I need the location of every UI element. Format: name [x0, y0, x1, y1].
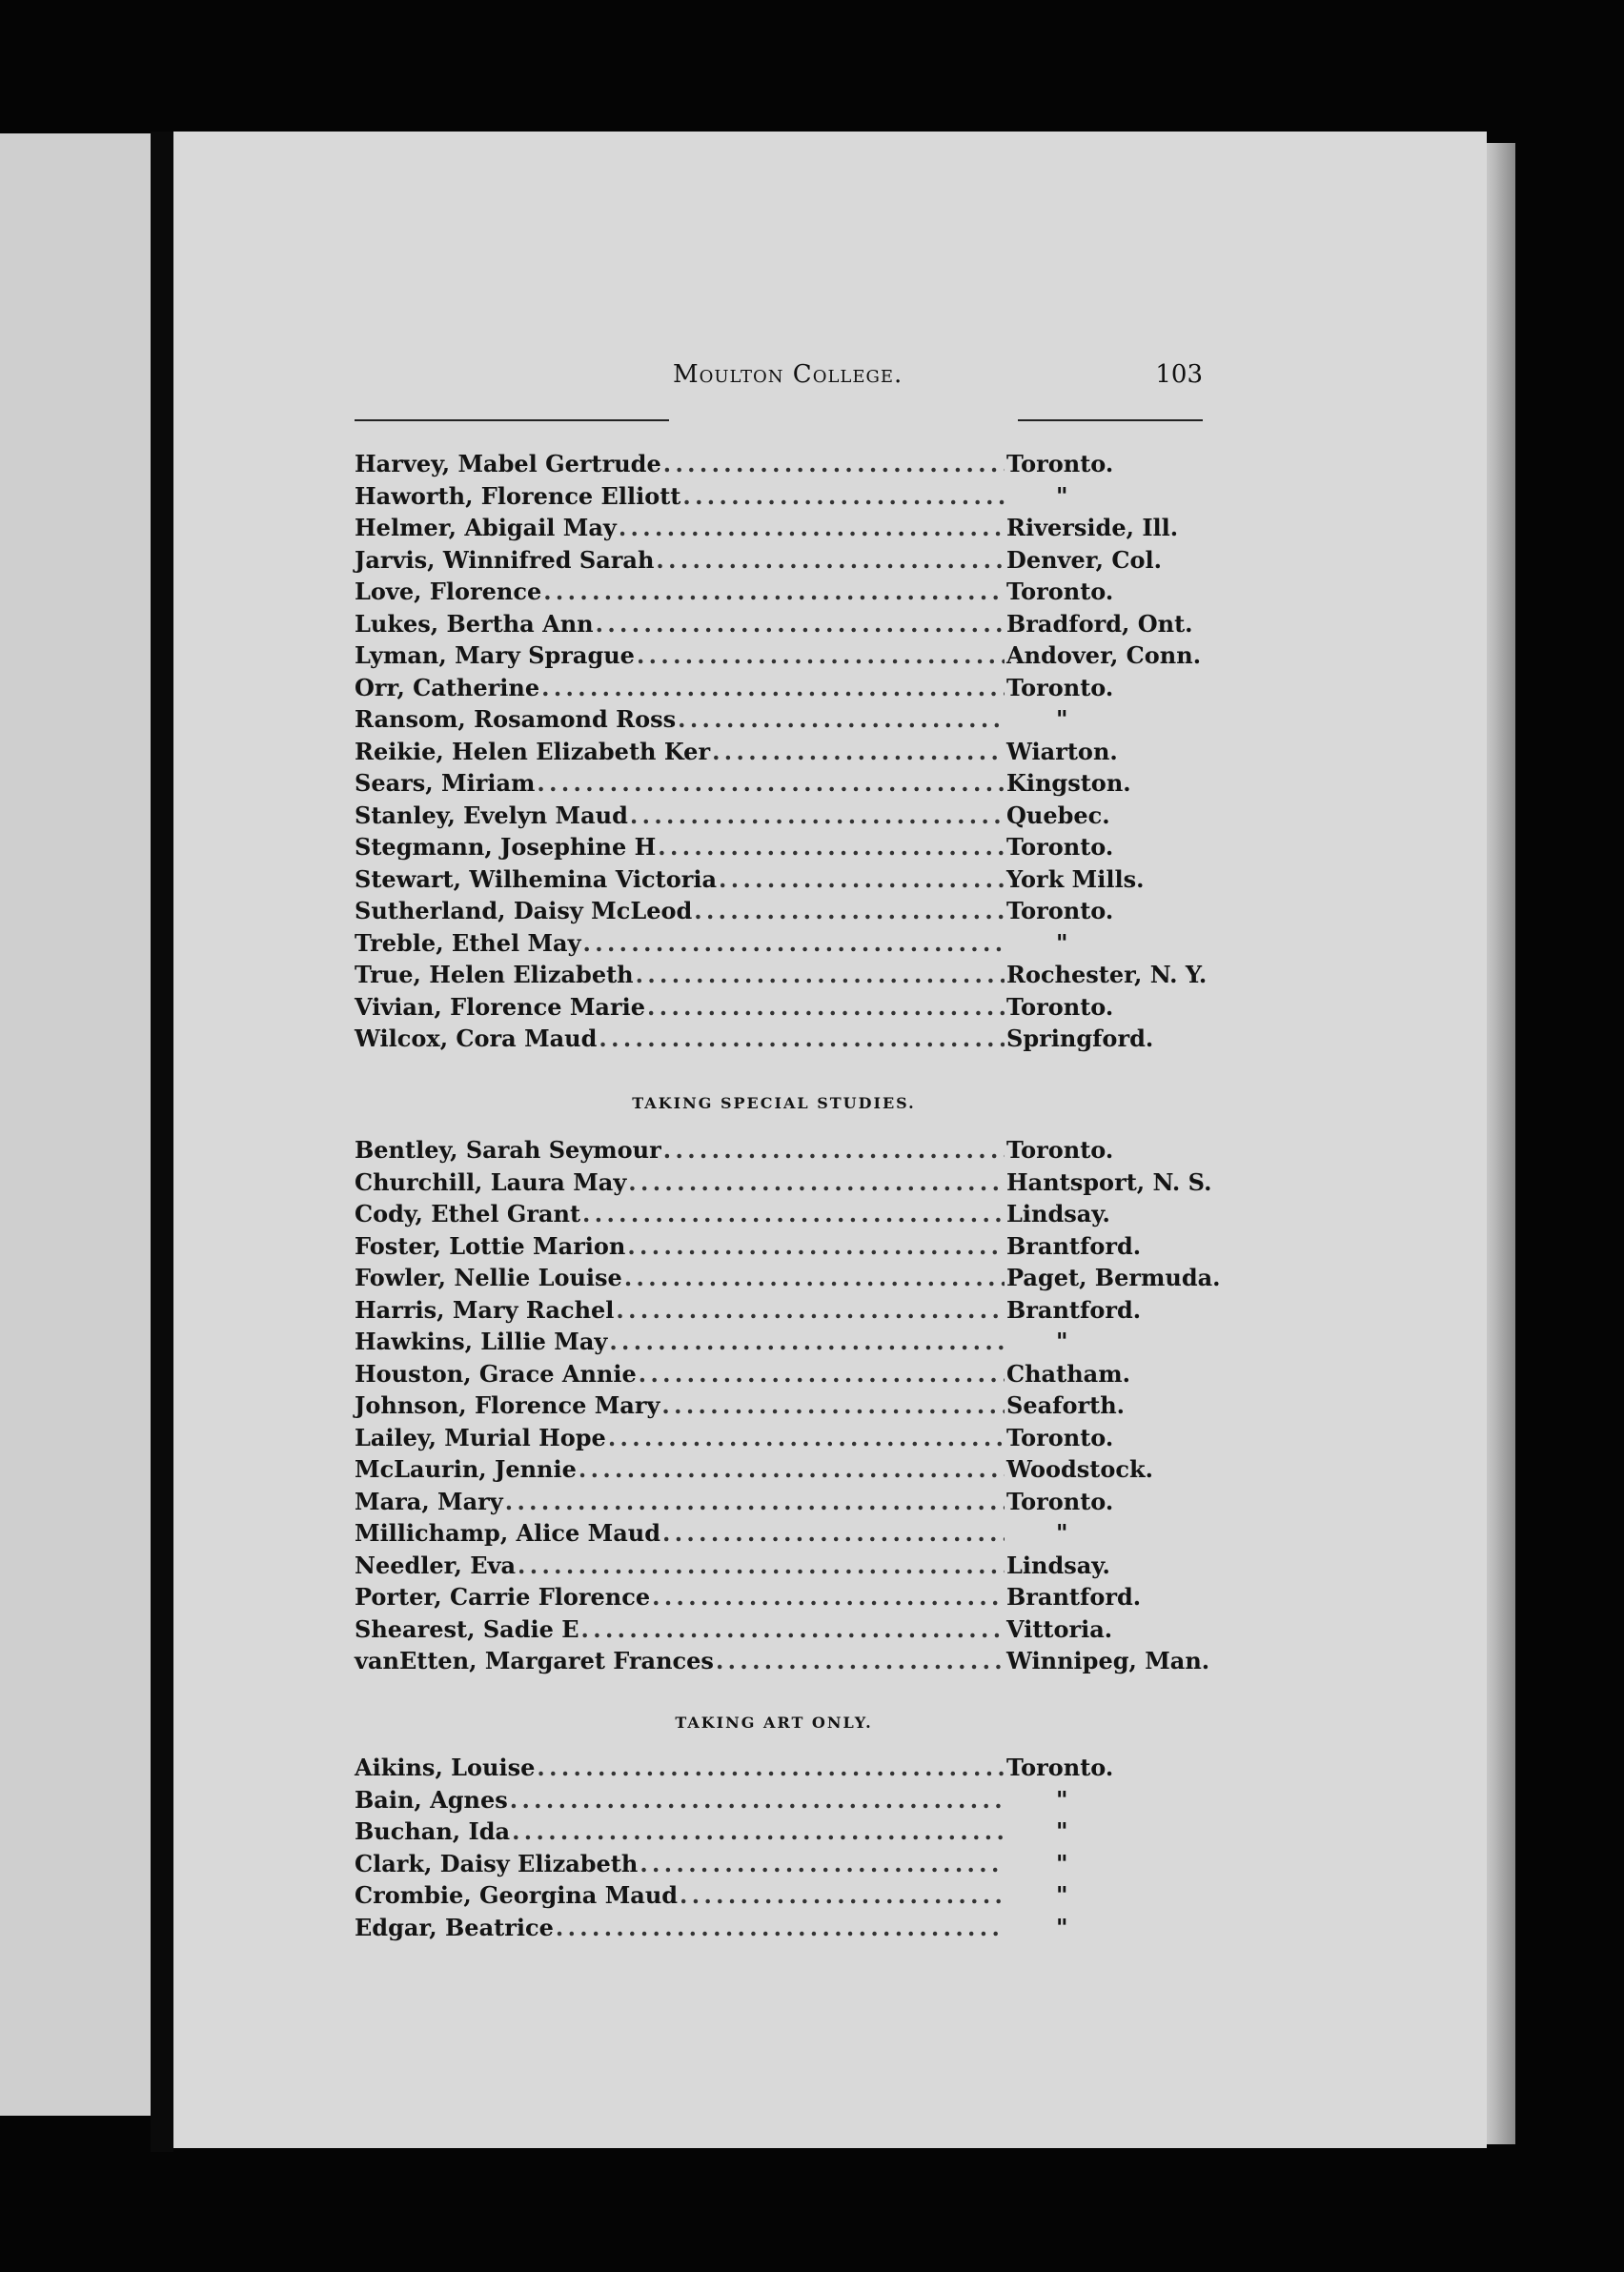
dot-leader [599, 1024, 1005, 1052]
student-name: Hawkins, Lillie May [355, 1328, 608, 1355]
dot-leader [579, 1455, 1005, 1483]
hometown: " [1056, 705, 1068, 733]
hometown: Winnipeg, Man. [1006, 1647, 1210, 1674]
list-special-studies [355, 1136, 1221, 1679]
hometown: " [1056, 1785, 1068, 1814]
hometown: Riverside, Ill. [1006, 514, 1179, 541]
dot-leader [556, 1914, 1005, 1941]
list-item [355, 1754, 1193, 1786]
running-title: Moulton College. [673, 360, 903, 389]
list-item [355, 641, 1202, 674]
dot-leader [512, 1817, 1005, 1845]
student-name: Harris, Mary Rachel [355, 1295, 615, 1324]
hometown: Toronto. [1006, 1754, 1114, 1781]
student-name: Bentley, Sarah Seymour [355, 1136, 661, 1164]
hometown: Woodstock. [1006, 1455, 1153, 1483]
dot-leader [658, 833, 1005, 861]
list-item [355, 1647, 1210, 1679]
list-item [355, 961, 1208, 993]
student-name: Wilcox, Cora Maud [355, 1024, 598, 1052]
list-item [355, 833, 1193, 865]
list-item [355, 929, 1193, 962]
dot-leader [712, 738, 1005, 765]
list-item [355, 993, 1193, 1025]
student-name: Mara, Mary [355, 1487, 503, 1515]
hometown: Toronto. [1006, 833, 1114, 861]
student-name: vanEtten, Margaret Frances [355, 1647, 714, 1674]
dot-leader [510, 1786, 1005, 1814]
dot-leader [663, 1136, 1005, 1164]
student-name: Aikins, Louise [355, 1754, 536, 1781]
header-rule-right [1018, 419, 1203, 421]
dot-leader [719, 865, 1005, 893]
dot-leader [581, 1615, 1005, 1643]
hometown: Lindsay. [1006, 1200, 1110, 1227]
dot-leader [661, 1391, 1005, 1419]
student-name: Porter, Carrie Florence [355, 1583, 651, 1611]
list-item [355, 482, 1193, 515]
student-name: Needler, Eva [355, 1551, 517, 1579]
student-name: Cody, Ethel Grant [355, 1200, 581, 1227]
list-item [355, 514, 1193, 546]
dot-leader [716, 1647, 1005, 1674]
student-name: Stanley, Evelyn Maud [355, 801, 628, 829]
list-item [355, 1360, 1193, 1392]
hometown: Kingston. [1006, 769, 1131, 797]
dot-leader [624, 1264, 1005, 1291]
hometown: Toronto. [1006, 578, 1114, 605]
student-name: McLaurin, Jennie [355, 1455, 577, 1483]
dot-leader [662, 1519, 1005, 1547]
dot-leader [609, 1328, 1005, 1355]
student-name: Churchill, Laura May [355, 1167, 627, 1196]
hometown: " [1056, 1817, 1068, 1845]
student-name: Helmer, Abigail May [355, 514, 617, 541]
list-item [355, 1552, 1193, 1584]
student-name: Love, Florence [355, 578, 542, 605]
hometown: Brantford. [1006, 1231, 1142, 1260]
dot-leader [616, 1296, 1005, 1324]
header-rule-left [355, 419, 669, 421]
student-name: Fowler, Nellie Louise [355, 1264, 622, 1291]
list-item [355, 1786, 1193, 1818]
dot-leader [637, 641, 1005, 669]
student-name: Edgar, Beatrice [355, 1913, 554, 1941]
hometown: Andover, Conn. [1006, 641, 1202, 669]
heading-art-only: TAKING ART ONLY. [675, 1714, 873, 1732]
list-general [355, 450, 1208, 1057]
hometown: Toronto. [1006, 1423, 1114, 1451]
list-item [355, 1615, 1193, 1648]
hometown: Toronto. [1006, 992, 1114, 1021]
hometown: Brantford. [1006, 1295, 1142, 1324]
hometown: Toronto. [1006, 450, 1114, 477]
dot-leader [678, 705, 1005, 733]
student-name: Lukes, Bertha Ann [355, 609, 594, 638]
hometown: Denver, Col. [1006, 545, 1162, 574]
dot-leader [543, 578, 1005, 605]
book-gutter [151, 132, 173, 2152]
student-name: Ransom, Rosamond Ross [355, 705, 677, 733]
list-item [355, 769, 1193, 801]
list-art-only [355, 1754, 1193, 1945]
list-item [355, 1167, 1212, 1201]
list-item [355, 674, 1193, 706]
dot-leader [582, 1200, 1005, 1227]
hometown: Quebec. [1006, 801, 1110, 829]
hometown: Bradford, Ont. [1006, 609, 1193, 638]
dot-leader [541, 674, 1005, 701]
dot-leader [537, 1754, 1005, 1781]
student-name: Clark, Daisy Elizabeth [355, 1849, 639, 1877]
hometown: " [1056, 481, 1068, 510]
student-name: Bain, Agnes [355, 1785, 508, 1814]
heading-special-studies: TAKING SPECIAL STUDIES. [632, 1094, 916, 1112]
student-name: Jarvis, Winnifred Sarah [355, 545, 655, 574]
student-name: Johnson, Florence Mary [355, 1391, 660, 1419]
hometown: Toronto. [1006, 1487, 1114, 1515]
list-item [355, 1296, 1193, 1329]
hometown: Springford. [1006, 1024, 1154, 1052]
hometown: Rochester, N. Y. [1006, 961, 1208, 988]
page-number: 103 [1155, 360, 1203, 389]
page-header [355, 360, 1203, 417]
list-item [355, 1024, 1193, 1057]
dot-leader [505, 1488, 1005, 1515]
list-item [355, 1881, 1193, 1914]
hometown: Lindsay. [1006, 1551, 1110, 1579]
dot-leader [518, 1552, 1005, 1579]
dot-leader [639, 1850, 1005, 1877]
hometown: Toronto. [1006, 673, 1114, 701]
dot-leader [583, 929, 1005, 957]
student-name: Orr, Catherine [355, 673, 540, 701]
hometown: Toronto. [1006, 1136, 1114, 1164]
dot-leader [639, 1360, 1005, 1388]
list-item [355, 1583, 1193, 1615]
student-name: Vivian, Florence Marie [355, 992, 646, 1021]
hometown: " [1056, 1328, 1068, 1355]
list-item [355, 610, 1193, 642]
list-item [355, 801, 1193, 834]
dot-leader [647, 993, 1005, 1021]
list-item [355, 738, 1193, 770]
list-item [355, 1136, 1193, 1168]
student-name: Reikie, Helen Elizabeth Ker [355, 737, 711, 765]
dot-leader [596, 610, 1005, 638]
dot-leader [652, 1583, 1005, 1611]
dot-leader [619, 514, 1005, 541]
list-item [355, 1455, 1193, 1488]
student-name: Sutherland, Daisy McLeod [355, 897, 693, 924]
list-item [355, 1200, 1193, 1232]
student-name: Lyman, Mary Sprague [355, 641, 635, 669]
list-item [355, 705, 1193, 738]
list-item [355, 1914, 1193, 1946]
hometown: " [1056, 1519, 1068, 1547]
dot-leader [608, 1424, 1005, 1451]
list-item [355, 1817, 1193, 1850]
hometown: Brantford. [1006, 1583, 1142, 1611]
student-name: Houston, Grace Annie [355, 1359, 637, 1388]
list-item [355, 1519, 1193, 1552]
hometown: York Mills. [1006, 864, 1145, 893]
student-name: Crombie, Georgina Maud [355, 1881, 679, 1909]
list-item [355, 1232, 1193, 1265]
dot-leader [537, 769, 1005, 797]
hometown: Vittoria. [1006, 1614, 1113, 1643]
student-name: Foster, Lottie Marion [355, 1231, 626, 1260]
student-name: Haworth, Florence Elliott [355, 481, 681, 510]
student-name: Buchan, Ida [355, 1817, 511, 1845]
hometown: Wiarton. [1006, 737, 1118, 765]
hometown: " [1056, 928, 1068, 957]
hometown: Paget, Bermuda. [1006, 1264, 1221, 1291]
hometown: " [1056, 1913, 1068, 1941]
list-item [355, 546, 1193, 578]
list-item [355, 578, 1193, 610]
list-item [355, 1424, 1193, 1456]
hometown: Seaforth. [1006, 1391, 1126, 1419]
list-item [355, 865, 1193, 898]
dot-leader [663, 450, 1005, 477]
student-name: True, Helen Elizabeth [355, 961, 634, 988]
dot-leader [627, 1232, 1005, 1260]
student-name: Millichamp, Alice Maud [355, 1519, 660, 1547]
student-name: Treble, Ethel May [355, 928, 581, 957]
dot-leader [680, 1881, 1005, 1909]
dot-leader [630, 801, 1005, 829]
hometown: " [1056, 1881, 1068, 1909]
dot-leader [656, 546, 1005, 574]
list-item [355, 1391, 1193, 1424]
list-item [355, 1264, 1221, 1296]
list-item [355, 1488, 1193, 1520]
student-name: Stegmann, Josephine H [355, 833, 657, 861]
hometown: Chatham. [1006, 1359, 1130, 1388]
student-name: Stewart, Wilhemina Victoria [355, 864, 718, 893]
list-item [355, 897, 1193, 929]
dot-leader [628, 1168, 1005, 1196]
facing-page-edge [0, 133, 152, 2116]
dot-leader [694, 897, 1005, 924]
student-name: Sears, Miriam [355, 769, 536, 797]
student-name: Shearest, Sadie E [355, 1614, 579, 1643]
dot-leader [636, 961, 1005, 988]
hometown: Toronto. [1006, 897, 1114, 924]
list-item [355, 450, 1193, 482]
list-item [355, 1328, 1193, 1360]
student-name: Harvey, Mabel Gertrude [355, 450, 661, 477]
hometown: Hantsport, N. S. [1006, 1167, 1212, 1196]
list-item [355, 1850, 1193, 1882]
hometown: " [1056, 1849, 1068, 1877]
dot-leader [682, 482, 1005, 510]
student-name: Lailey, Murial Hope [355, 1423, 606, 1451]
